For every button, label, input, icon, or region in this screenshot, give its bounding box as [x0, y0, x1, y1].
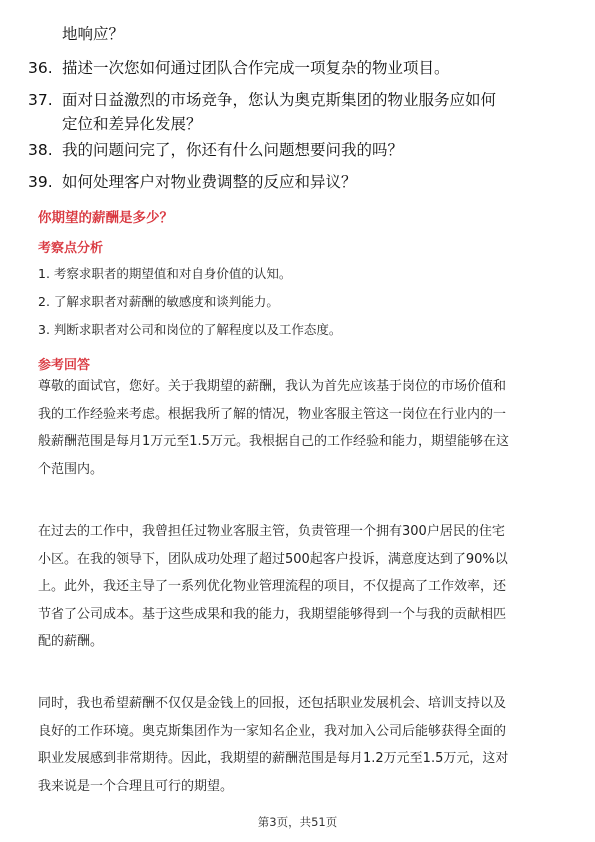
question-39: [28, 170, 573, 194]
paragraph-line: 上。此外，我还主导了一系列优化物业管理流程的项目，不仅提高了工作效率，还: [38, 579, 507, 594]
paragraph-line: 良好的工作环境。奥克斯集团作为一家知名企业，我对加入公司后能够获得全面的: [38, 723, 507, 739]
paragraph-line: 节省了公司成本。基于这些成果和我的能力，我期望能够得到一个与我的贡献相匹: [38, 606, 507, 622]
paragraph-line: 我的工作经验来考虑。根据我所了解的情况，物业客服主管这一岗位在行业内的一: [38, 406, 507, 422]
analysis-title: 考察点分析: [38, 241, 104, 256]
question-number: 37.: [28, 91, 53, 109]
page-number: 第3页，共51页: [257, 815, 338, 829]
answer-title: 参考回答: [38, 358, 91, 373]
section-title: 你期望的薪酬是多少？: [38, 210, 173, 226]
paragraph-line: 配的薪酬。: [38, 634, 104, 649]
answer-paragraph: [38, 690, 558, 800]
paragraph-line: 般薪酬范围是每月1万元至1.5万元。我根据自己的工作经验和能力，期望能够在这: [38, 434, 509, 449]
paragraph-line: 小区。在我的领导下，团队成功处理了超过500起客户投诉，满意度达到了90%以: [38, 551, 508, 567]
question-text: 面对日益激烈的市场竞争，您认为奥克斯集团的物业服务应如何: [62, 91, 497, 109]
paragraph-line: 同时，我也希望薪酬不仅仅是金钱上的回报，还包括职业发展机会、培训支持以及: [38, 696, 507, 711]
question-text: 描述一次您如何通过团队合作完成一项复杂的物业项目。: [62, 59, 450, 77]
analysis-point: 2. 了解求职者对薪酬的敏感度和谈判能力。: [38, 294, 279, 309]
question-35-continuation: 地响应？: [62, 25, 125, 43]
paragraph-line: 尊敬的面试官，您好。关于我期望的薪酬，我认为首先应该基于岗位的市场价值和: [38, 379, 507, 394]
analysis-point: 3. 判断求职者对公司和岗位的了解程度以及工作态度。: [38, 322, 342, 337]
answer-paragraph: [38, 373, 558, 483]
paragraph-line: 在过去的工作中，我曾担任过物业客服主管，负责管理一个拥有300户居民的住宅: [38, 524, 505, 539]
question-number: 36.: [28, 59, 53, 77]
question-number: 39.: [28, 173, 53, 191]
answer-paragraph: [38, 518, 558, 656]
paragraph-line: 我来说是一个合理且可行的期望。: [38, 778, 234, 794]
analysis-point: 1. 考察求职者的期望值和对自身价值的认知。: [38, 266, 292, 281]
question-37: [28, 88, 573, 112]
paragraph-line: 职业发展感到非常期待。因此，我期望的薪酬范围是每月1.2万元至1.5万元，这对: [38, 751, 509, 766]
question-38: [28, 138, 573, 162]
question-36: [28, 56, 573, 80]
question-text: 我的问题问完了，你还有什么问题想要问我的吗？: [62, 141, 404, 159]
question-37-continuation: 定位和差异化发展？: [62, 115, 202, 133]
question-number: 38.: [28, 141, 53, 159]
paragraph-line: 个范围内。: [38, 461, 104, 477]
question-text: 如何处理客户对物业费调整的反应和异议？: [62, 173, 357, 191]
